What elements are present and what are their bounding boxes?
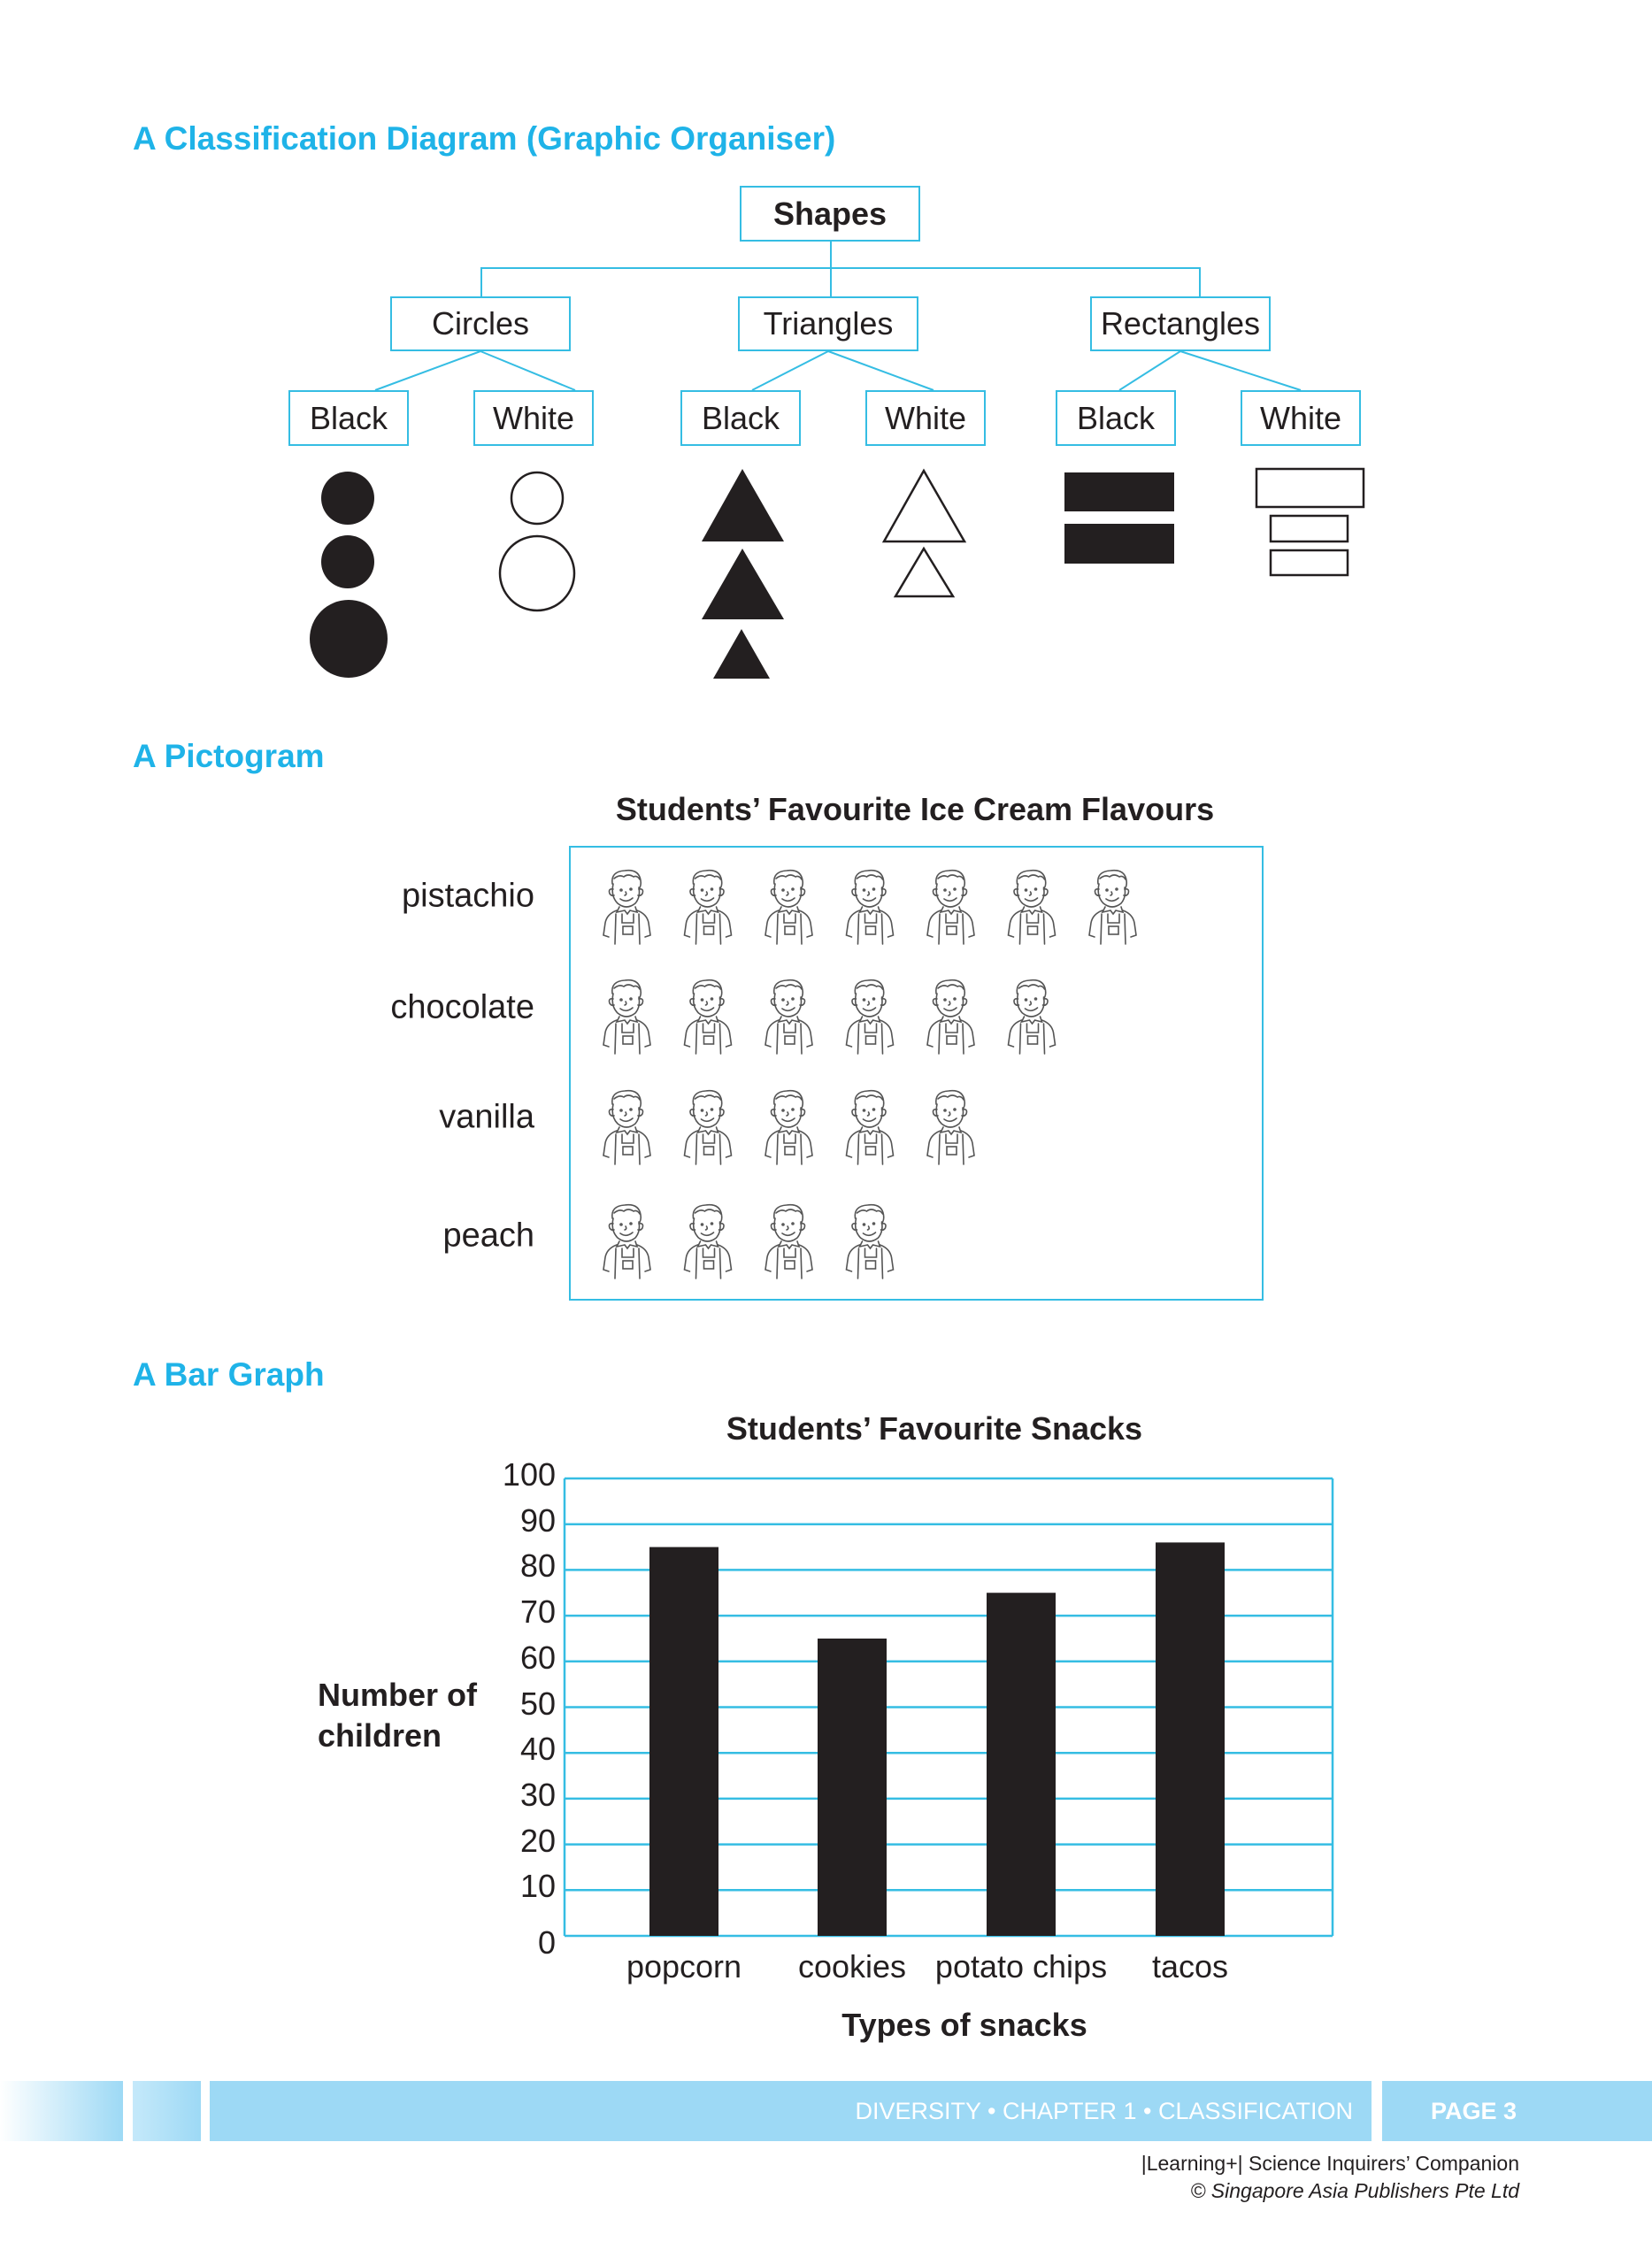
- pictogram-label-chocolate: chocolate: [390, 988, 534, 1026]
- x-tick-label: popcorn: [626, 1948, 742, 1985]
- pictogram-title: Students’ Favourite Ice Cream Flavours: [615, 791, 1215, 827]
- chart-title: Students’ Favourite Snacks: [726, 1410, 1143, 1447]
- node-circles: Circles: [390, 296, 571, 351]
- y-tick-label: 90: [519, 1501, 556, 1539]
- node-circles-black: Black: [288, 390, 409, 446]
- node-rectangles-black: Black: [1056, 390, 1176, 446]
- x-tick-label: potato chips: [934, 1948, 1108, 1985]
- footer-series: |Learning+| Science Inquirers’ Companion: [1141, 2152, 1519, 2175]
- footer-chapter: DIVERSITY • CHAPTER 1 • CLASSIFICATION: [855, 2098, 1353, 2124]
- y-tick-label: 0: [537, 1924, 556, 1961]
- root-node-shapes: Shapes: [740, 186, 920, 242]
- y-tick-label: 20: [519, 1822, 556, 1859]
- x-tick-label: cookies: [797, 1948, 907, 1985]
- pictogram-label-vanilla: vanilla: [439, 1098, 534, 1136]
- y-tick-label: 100: [502, 1456, 556, 1493]
- node-triangles-white: White: [865, 390, 986, 446]
- footer-page-bar: [1382, 2081, 1652, 2141]
- node-rectangles: Rectangles: [1090, 296, 1271, 351]
- bar-potato-chips: [987, 1593, 1056, 1936]
- y-tick-label: 60: [519, 1639, 556, 1676]
- page-number: PAGE 3: [1431, 2098, 1518, 2124]
- y-tick-label: 50: [519, 1685, 556, 1722]
- y-tick-label: 70: [519, 1593, 556, 1631]
- y-axis-label: Number of children: [318, 1677, 477, 1754]
- y-tick-label: 10: [519, 1868, 556, 1905]
- y-tick-label: 40: [519, 1731, 556, 1768]
- pictogram-label-peach: peach: [442, 1217, 534, 1255]
- node-triangles: Triangles: [738, 296, 918, 351]
- x-tick-label: tacos: [1151, 1948, 1229, 1985]
- pictogram-label-pistachio: pistachio: [402, 877, 534, 915]
- bar-popcorn: [649, 1547, 718, 1936]
- node-circles-white: White: [473, 390, 594, 446]
- bar-tacos: [1156, 1542, 1225, 1936]
- bar-cookies: [818, 1639, 887, 1936]
- node-rectangles-white: White: [1241, 390, 1361, 446]
- section-heading-bar-graph: A Bar Graph: [133, 1356, 325, 1393]
- footer-copyright: © Singapore Asia Publishers Pte Ltd: [1190, 2179, 1519, 2202]
- footer-decor: [133, 2081, 201, 2141]
- section-heading-pictogram: A Pictogram: [133, 738, 325, 774]
- y-tick-label: 30: [519, 1776, 556, 1813]
- footer-decor: [0, 2081, 123, 2141]
- y-tick-label: 80: [519, 1547, 556, 1585]
- x-axis-label: Types of snacks: [841, 2007, 1087, 2043]
- section-heading-classification: A Classification Diagram (Graphic Organiser): [133, 120, 836, 157]
- node-triangles-black: Black: [680, 390, 801, 446]
